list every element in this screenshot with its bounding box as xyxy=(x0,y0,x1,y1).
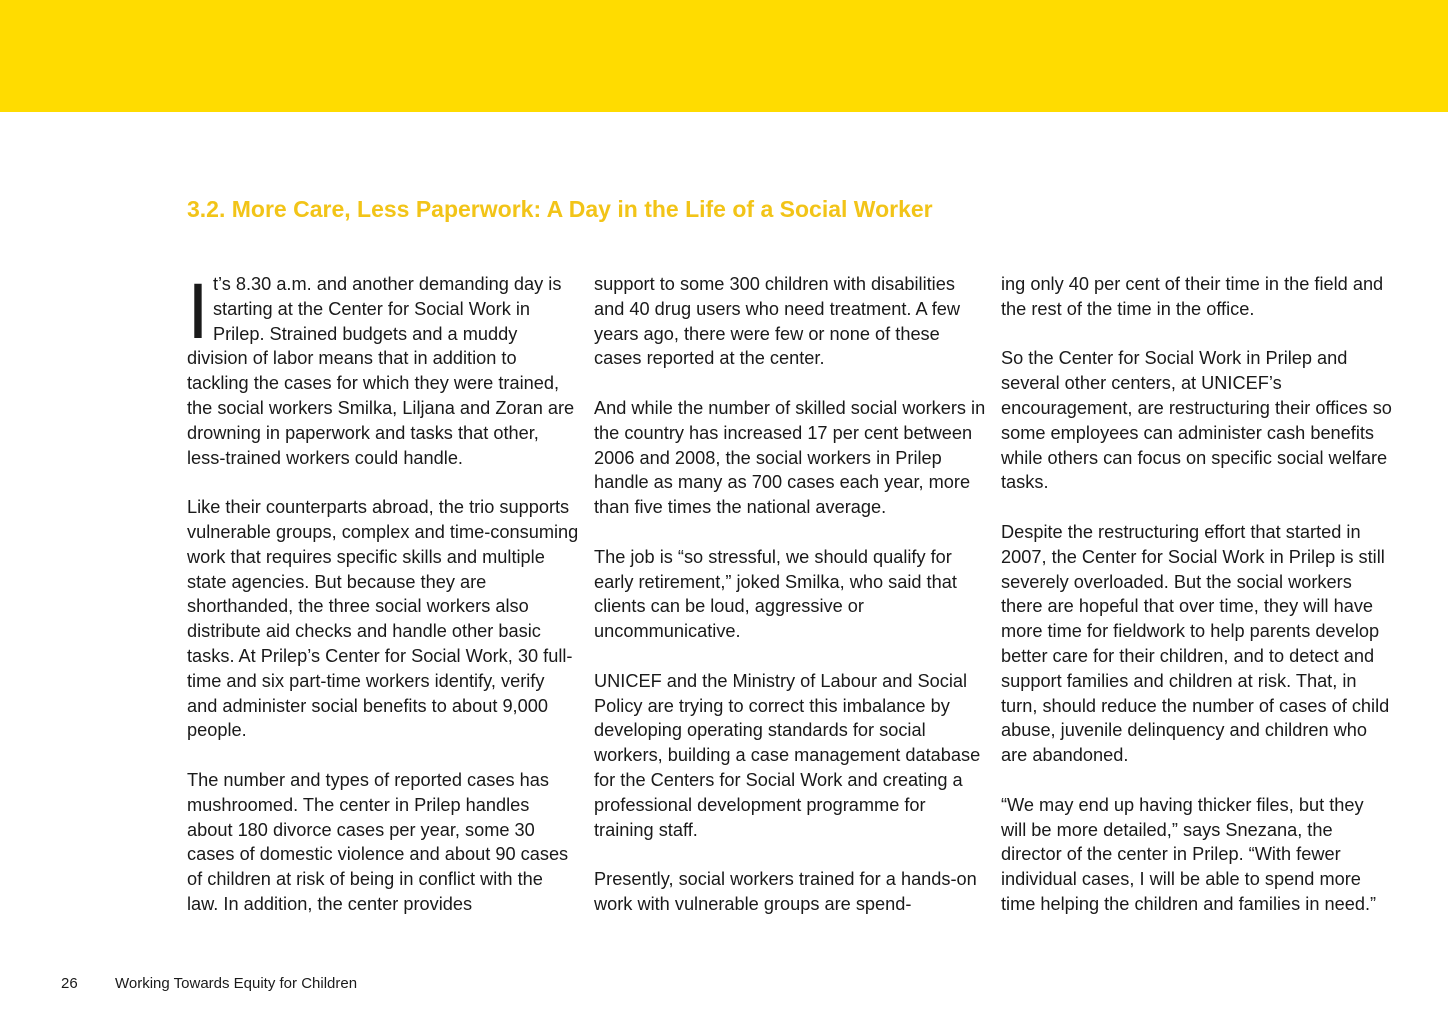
paragraph: So the Center for Social Work in Prilep and several other centers, at UNICEF’s encouragement, are restructuring their offices so some employees can administer cash benefits while others can focus on specific social welfare tasks. xyxy=(1001,348,1392,493)
paragraph-text: t’s 8.30 a.m. and another demanding day is starting at the Center for Social Work in Prilep. Strained budgets and a muddy division of labor means that in addition to tackling the cases for which they were trained, the social workers Smilka, Liljana and Zoran are drowning in paperwork and tasks that other, less-trained workers could handle. xyxy=(187,274,575,468)
paragraph: Like their counterparts abroad, the trio supports vulnerable groups, complex and time-consuming work that requires specific skills and multiple state agencies. But because they are shorthanded, the three social workers also distribute aid checks and handle other basic tasks. At Prilep’s Center for Social Work, 30 full-time and six part-time workers identify, verify and administer social benefits to about 9,000 people. xyxy=(187,497,579,741)
paragraph: “We may end up having thicker files, but they will be more detailed,” says Snezana, the director of the center in Prilep. “With fewer individual cases, I will be able to spend more time helping the children and families in need.” xyxy=(1001,794,1377,914)
paragraph: UNICEF and the Ministry of Labour and Social Policy are trying to correct this imbalance by developing operating standards for social workers, building a case management database for the Centers for Social Work and creating a professional development programme for training staff. xyxy=(594,670,981,840)
page-number: 26 xyxy=(61,975,78,992)
paragraph: Presently, social workers trained for a hands-on work with vulnerable groups are spend- xyxy=(594,869,977,914)
paragraph: support to some 300 children with disabilities and 40 drug users who need treatment. A few years ago, there were few or none of these cases reported at the center. xyxy=(594,274,961,369)
paragraph: The job is “so stressful, we should qualify for early retirement,” joked Smilka, who said that clients can be loud, aggressive or uncommunicative. xyxy=(594,546,957,642)
article-column-1 xyxy=(187,266,579,917)
paragraph: Despite the restructuring effort that started in 2007, the Center for Social Work in Prilep is still severely overloaded. But the social workers there are hopeful that over time, they will have more time for fieldwork to help parents develop better care for their children, and to detect and support families and children at risk. That, in turn, should reduce the number of cases of child abuse, juvenile delinquency and children who are abandoned. xyxy=(1001,521,1390,766)
paragraph: And while the number of skilled social workers in the country has increased 17 per cent between 2006 and 2008, the social workers in Prilep handle as many as 700 cases each year, more than five times the national average. xyxy=(594,397,986,518)
paragraph: The number and types of reported cases has mushroomed. The center in Prilep handles about 180 divorce cases per year, some 30 cases of domestic violence and about 90 cases of children at risk of being in conflict with the law. In addition, the center provides xyxy=(187,769,569,914)
publication-title: Working Towards Equity for Children xyxy=(115,975,358,992)
section-title: 3.2. More Care, Less Paperwork: A Day in the Life of a Social Worker xyxy=(187,196,933,222)
paragraph: ing only 40 per cent of their time in the field and the rest of the time in the office. xyxy=(1001,274,1384,319)
page-footer xyxy=(61,974,357,994)
article-column-2 xyxy=(594,272,986,917)
article-column-3 xyxy=(1001,272,1393,917)
paragraph xyxy=(187,266,579,470)
drop-cap: I xyxy=(187,266,209,355)
top-color-band xyxy=(0,0,1448,112)
